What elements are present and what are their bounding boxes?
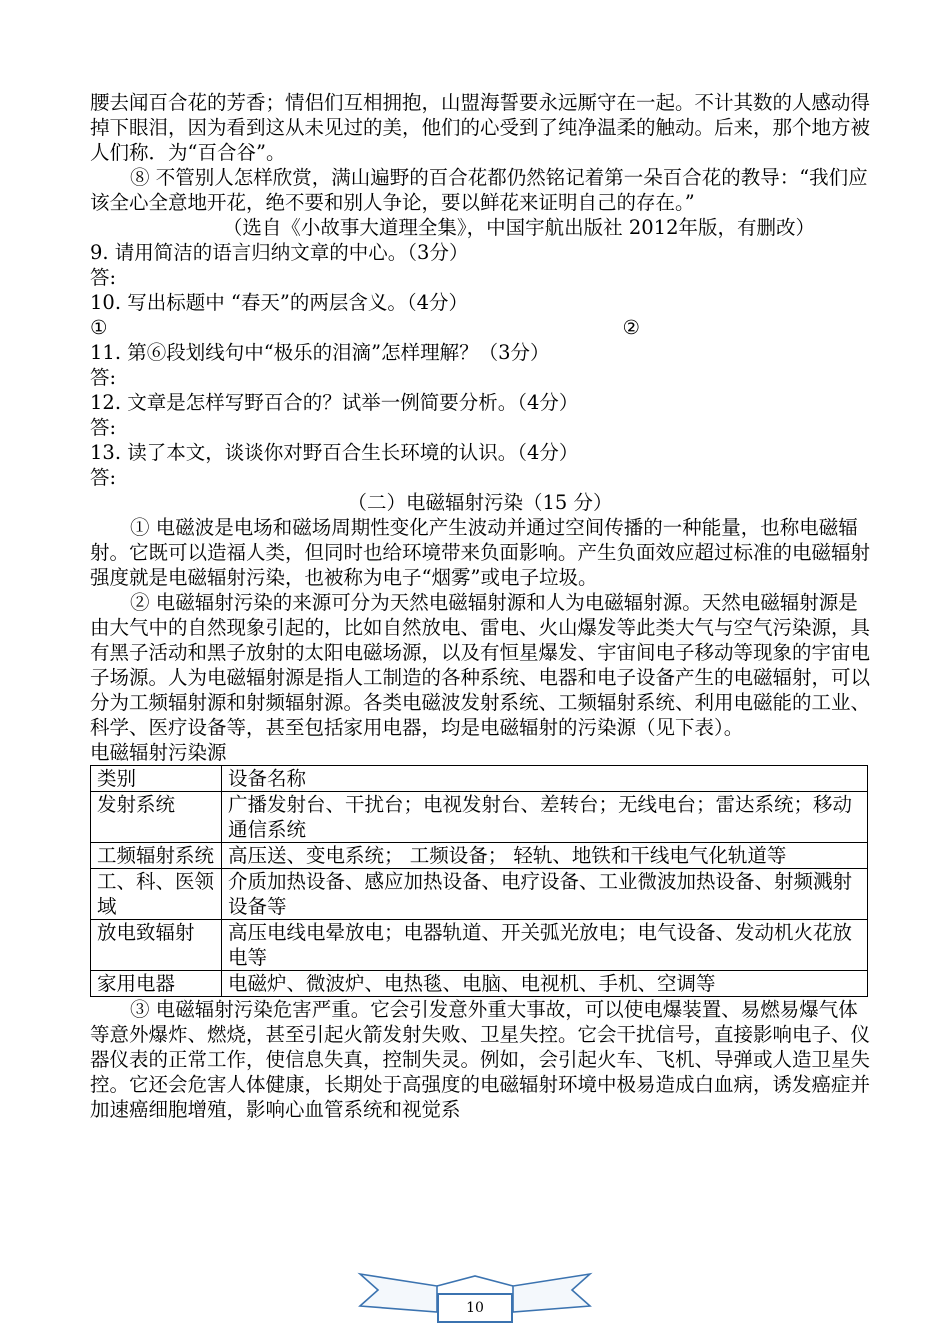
table-row: [91, 792, 868, 843]
table-header-row: [91, 766, 868, 792]
table-row: [91, 971, 868, 997]
row-category: 工频辐射系统: [91, 843, 222, 869]
row-category: 工、科、医领域: [91, 869, 222, 920]
story-paragraph-8: ⑧ 不管别人怎样欣赏，满山遍野的百合花都仍然铭记着第一朵百合花的教导：“我们应该全心全意地开花，绝不要和别人争论，要以鲜花来证明自己的存在。”: [90, 166, 868, 214]
answer-13: 答:: [90, 466, 117, 489]
section-2-title: （二）电磁辐射污染（15 分）: [347, 491, 613, 514]
mark-1: ①: [90, 316, 108, 339]
story-paragraph-7-tail: 腰去闻百合花的芳香；情侣们互相拥抱，山盟海誓要永远厮守在一起。不计其数的人感动得掉下眼泪，因为看到这从未见过的美，他们的心受到了纯净温柔的触动。后来，那个地方被人们称．为“百合谷”。: [90, 91, 871, 164]
radiation-source-table: [90, 765, 868, 997]
row-category: 放电致辐射: [91, 920, 222, 971]
row-category: 发射系统: [91, 792, 222, 843]
table-row: [91, 920, 868, 971]
table-row: [91, 869, 868, 920]
answer-10-marks: [90, 315, 640, 340]
answer-11: 答:: [90, 366, 117, 389]
row-equipment: 电磁炉、微波炉、电热毯、电脑、电视机、手机、空调等: [222, 971, 868, 997]
answer-9: 答:: [90, 266, 117, 289]
page-content: [90, 90, 870, 1122]
table-row: [91, 843, 868, 869]
header-equipment: 设备名称: [222, 766, 868, 792]
question-13: 13. 读了本文，谈谈你对野百合生长环境的认识。（4分）: [90, 441, 579, 464]
question-12: 12. 文章是怎样写野百合的？试举一例简要分析。（4分）: [90, 391, 579, 414]
section-2-paragraph-3: ③ 电磁辐射污染危害严重。它会引发意外重大事故，可以使电爆装置、易燃易爆气体等意外爆炸、燃烧，甚至引起火箭发射失败、卫星失控。它会干扰信号，直接影响电子、仪器仪表的正常工作，使信息失真，控制失灵。例如，会引起火车、飞机、导弹或人造卫星失控。它还会危害人体健康，长期处于高强度的电磁辐射环境中极易造成白血病，诱发癌症并加速癌细胞增殖，影响心血管系统和视觉系: [90, 998, 871, 1121]
question-9: 9. 请用简洁的语言归纳文章的中心。（3分）: [90, 241, 469, 264]
source-note: （选自《小故事大道理全集》，中国宇航出版社 2012年版，有删改）: [222, 216, 815, 239]
page-number: 10: [437, 1293, 513, 1323]
row-equipment: 介质加热设备、感应加热设备、电疗设备、工业微波加热设备、射频溅射设备等: [222, 869, 868, 920]
row-equipment: 高压电线电晕放电；电器轨道、开关弧光放电；电气设备、发动机火花放电等: [222, 920, 868, 971]
row-equipment: 高压送、变电系统； 工频设备； 轻轨、地铁和干线电气化轨道等: [222, 843, 868, 869]
header-category: 类别: [91, 766, 222, 792]
question-10: 10. 写出标题中 “春天”的两层含义。（4分）: [90, 291, 469, 314]
row-category: 家用电器: [91, 971, 222, 997]
row-equipment: 广播发射台、干扰台；电视发射台、差转台；无线电台；雷达系统；移动通信系统: [222, 792, 868, 843]
section-2-paragraph-2: ② 电磁辐射污染的来源可分为天然电磁辐射源和人为电磁辐射源。天然电磁辐射源是由大气中的自然现象引起的，比如自然放电、雷电、火山爆发等此类大气与空气污染源，具有黑子活动和黑子放射的太阳电磁场源，以及有恒星爆发、宇宙间电子移动等现象的宇宙电子场源。人为电磁辐射源是指人工制造的各种系统、电器和电子设备产生的电磁辐射，可以分为工频辐射源和射频辐射源。各类电磁波发射系统、工频辐射系统、利用电磁能的工业、科学、医疗设备等，甚至包括家用电器，均是电磁辐射的污染源（见下表）。: [90, 591, 871, 739]
mark-2: ②: [622, 316, 640, 339]
answer-12: 答:: [90, 416, 117, 439]
question-11: 11. 第⑥段划线句中“极乐的泪滴”怎样理解？（3分）: [90, 341, 550, 364]
table-caption: 电磁辐射污染源: [90, 741, 227, 764]
section-2-paragraph-1: ① 电磁波是电场和磁场周期性变化产生波动并通过空间传播的一种能量，也称电磁辐射。它既可以造福人类，但同时也给环境带来负面影响。产生负面效应超过标准的电磁辐射强度就是电磁辐射污染，也被称为电子“烟雾”或电子垃圾。: [90, 516, 871, 589]
